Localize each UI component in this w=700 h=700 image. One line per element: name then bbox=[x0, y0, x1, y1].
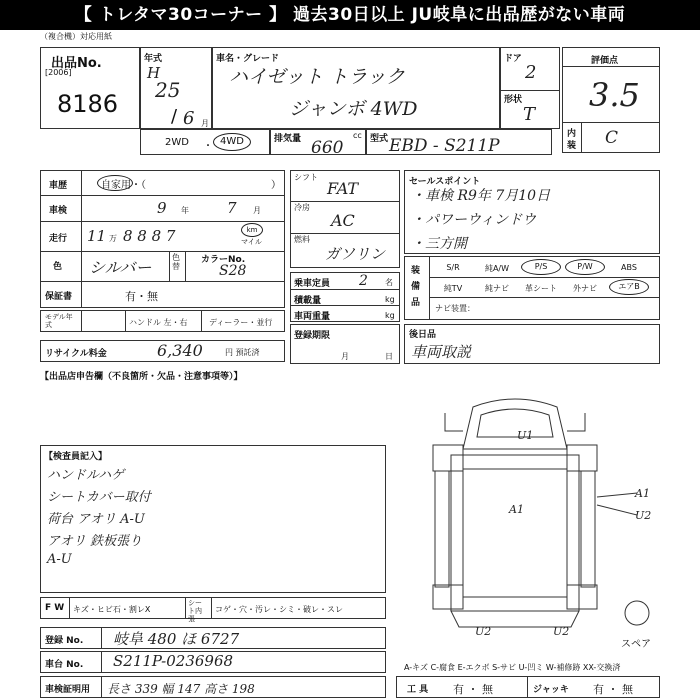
tools-row bbox=[396, 676, 660, 698]
cc-unit: cc bbox=[353, 131, 362, 140]
cooler-value: AC bbox=[331, 211, 355, 230]
period-month: 月 bbox=[341, 352, 349, 361]
mileage-km: km bbox=[241, 223, 263, 237]
fw-items: キズ・ヒビ石・割レX bbox=[73, 605, 151, 614]
model-value: EBD - S211P bbox=[389, 136, 500, 156]
tools-value: 有 ・ 無 bbox=[453, 683, 493, 696]
inspection-month-unit: 月 bbox=[253, 206, 261, 215]
car-name-box bbox=[212, 47, 500, 129]
model-year-row bbox=[40, 310, 285, 332]
spare-label: スペア bbox=[621, 639, 651, 650]
lot-label: 出品No. bbox=[51, 56, 102, 71]
grade: ジャンボ 4WD bbox=[289, 98, 418, 120]
color-label: 色 bbox=[53, 262, 63, 272]
cert-row bbox=[40, 676, 386, 698]
rear-right-fender bbox=[567, 585, 597, 609]
mirror-right-front bbox=[567, 413, 585, 431]
year-tag: [2006] bbox=[45, 68, 72, 77]
jack-value: 有 ・ 無 bbox=[593, 683, 633, 696]
model-year-label: モデル年式 bbox=[45, 313, 73, 329]
equip-sr: S/R bbox=[446, 263, 460, 272]
recycle-label: リサイクル料金 bbox=[45, 349, 107, 359]
dealer-options: ディーラー・並行 bbox=[209, 318, 273, 327]
cert-value: 長さ 339 幅 147 高さ 198 bbox=[107, 682, 255, 696]
month-unit: 月 bbox=[201, 119, 209, 128]
interior-value: C bbox=[605, 128, 619, 148]
chassis-value: S211P-0236968 bbox=[113, 652, 234, 670]
cargo-bed bbox=[451, 455, 579, 611]
inspector-line-2: シートカバー取付 bbox=[47, 490, 151, 505]
era: H bbox=[147, 64, 161, 82]
score-value: 3.5 bbox=[589, 76, 640, 114]
mileage-man-unit: 万 bbox=[109, 234, 117, 243]
mark-u2-rear-left: U2 bbox=[475, 625, 492, 638]
sales-points-label: セールスポイント bbox=[409, 177, 481, 187]
multi-note: （複合機）対応用紙 bbox=[40, 32, 112, 41]
equip-ext-navi: 外ナビ bbox=[573, 284, 597, 293]
capacity-box bbox=[290, 272, 400, 322]
inspector-line-1: ハンドルハゲ bbox=[47, 468, 125, 483]
equip-pw: P/W bbox=[565, 259, 605, 275]
equip-abs: ABS bbox=[621, 263, 637, 272]
drive-2wd: 2WD bbox=[165, 137, 189, 148]
chassis-label: 車台 No. bbox=[45, 660, 84, 670]
drive-4wd: 4WD bbox=[213, 133, 251, 151]
inspection-year: 9 bbox=[157, 199, 167, 217]
mirror-left-front bbox=[445, 413, 463, 431]
shift-value: FAT bbox=[327, 179, 359, 198]
car-name: ハイゼット トラック bbox=[229, 66, 405, 88]
details-table bbox=[40, 170, 285, 308]
cab-outline bbox=[463, 399, 567, 449]
year-value: 25 bbox=[155, 78, 181, 102]
color-code-label: カラーNo. bbox=[201, 255, 246, 265]
equip-leather: 革シート bbox=[525, 284, 557, 293]
spec-box bbox=[290, 170, 400, 268]
inspection-month: 7 bbox=[227, 199, 237, 217]
inspection-year-unit: 年 bbox=[181, 206, 189, 215]
jack-label: ジャッキ bbox=[533, 685, 569, 695]
load-unit: kg bbox=[385, 295, 395, 304]
mark-a1-side: A1 bbox=[635, 487, 650, 500]
inspector-line-3: 荷台 アオリ A-U bbox=[47, 512, 145, 527]
month-value: 6 bbox=[183, 108, 195, 129]
mileage-digits: 8 8 8 7 bbox=[123, 227, 176, 245]
sales-point-1: ・車検 R9年 7月10日 bbox=[411, 188, 551, 204]
tools-label: 工 具 bbox=[407, 685, 429, 695]
mileage-label: 走行 bbox=[49, 234, 68, 244]
lot-number: 8186 bbox=[57, 90, 119, 118]
displacement-box bbox=[270, 129, 366, 158]
load-label: 積載量 bbox=[294, 296, 322, 306]
seat-items: コゲ・穴・汚レ・シミ・破レ・スレ bbox=[215, 605, 343, 614]
weight-unit: kg bbox=[385, 311, 395, 320]
capacity-unit: 名 bbox=[385, 278, 393, 287]
inspector-label: 【検査員記入】 bbox=[44, 452, 108, 462]
recycle-value: 6,340 bbox=[157, 341, 203, 360]
color-value: シルバー bbox=[89, 258, 152, 277]
period-day: 日 bbox=[385, 352, 393, 361]
model-box bbox=[366, 129, 552, 155]
period-label: 登録期限 bbox=[294, 331, 331, 341]
handle-options: ハンドル 左・右 bbox=[129, 318, 188, 327]
inspection-label: 車検 bbox=[49, 206, 68, 216]
history-close: ） bbox=[271, 180, 281, 191]
doors-value: 2 bbox=[525, 62, 537, 83]
cert-label: 車検証明用 bbox=[45, 685, 91, 695]
mark-a1-bed: A1 bbox=[509, 503, 524, 516]
rear-left-fender bbox=[433, 585, 463, 609]
doors-label: ドア bbox=[504, 54, 522, 64]
remarks-box bbox=[404, 324, 660, 364]
chassis-row bbox=[40, 651, 386, 673]
sales-points-box bbox=[404, 170, 660, 254]
equip-ps: P/S bbox=[521, 259, 561, 275]
history-options: 自家用・（ bbox=[101, 180, 146, 191]
windshield bbox=[477, 409, 553, 437]
sales-point-2: ・パワーウィンドウ bbox=[411, 212, 537, 228]
mileage-mile: マイル bbox=[241, 238, 262, 246]
shape-label: 形状 bbox=[504, 95, 523, 105]
equip-airbag: エアB bbox=[609, 279, 649, 295]
front-right-fender bbox=[567, 445, 597, 471]
equipment-box bbox=[404, 256, 660, 320]
capacity-label: 乗車定員 bbox=[294, 279, 331, 289]
fuel-label: 燃料 bbox=[294, 235, 310, 244]
mark-u1: U1 bbox=[517, 429, 534, 442]
shift-label: シフト bbox=[294, 173, 318, 182]
period-box bbox=[290, 324, 400, 364]
car-diagram bbox=[405, 385, 675, 655]
navi-label: ナビ装置： bbox=[435, 304, 475, 313]
seller-note: 【出品店申告欄（不良箇所・欠品・注意事項等）】 bbox=[40, 372, 243, 382]
equip-navi: 純ナビ bbox=[485, 284, 509, 293]
cargo-bed-inner bbox=[463, 469, 567, 597]
model-label: 型式 bbox=[370, 134, 389, 144]
right-gate bbox=[581, 471, 595, 587]
color-change: 色替 bbox=[172, 253, 180, 271]
remarks-value: 車両取説 bbox=[411, 343, 472, 361]
inspector-line-5: A-U bbox=[47, 552, 72, 567]
damage-legend: A-キズ C-腐食 E-エクボ S-サビ U-凹ミ W-補修跡 XX-交換済 bbox=[404, 663, 621, 672]
door-box bbox=[500, 47, 560, 129]
mark-u2-side: U2 bbox=[635, 509, 652, 522]
history-label: 車歴 bbox=[49, 181, 68, 191]
seat-label: シート内張 bbox=[188, 599, 202, 623]
warranty-value: 有・無 bbox=[125, 290, 158, 303]
recycle-row bbox=[40, 340, 285, 362]
header-banner: 【 トレタマ30コーナー 】 過去30日以上 JU岐阜に出品歴がない車両 bbox=[0, 0, 700, 30]
reg-value: 岐阜 480 ほ 6727 bbox=[113, 630, 240, 648]
mark-u2-rear-right: U2 bbox=[553, 625, 570, 638]
nenshiki-label: 年式 bbox=[144, 54, 163, 64]
reg-row bbox=[40, 627, 386, 649]
spare-tire bbox=[625, 601, 649, 625]
recycle-unit: 円 預託済 bbox=[225, 348, 260, 357]
equip-aw: 純A/W bbox=[484, 264, 510, 273]
reg-label: 登録 No. bbox=[45, 636, 84, 646]
weight-label: 車両重量 bbox=[294, 312, 331, 322]
fw-label: F W bbox=[45, 603, 65, 613]
score-label: 評価点 bbox=[591, 56, 619, 66]
fuel-value: ガソリン bbox=[325, 245, 386, 263]
interior-label2: 装 bbox=[567, 141, 577, 151]
warranty-label: 保証書 bbox=[45, 292, 73, 302]
remarks-label: 後日品 bbox=[409, 330, 437, 340]
drive-box: 2WD ・ 4WD bbox=[140, 129, 270, 155]
front-left-fender bbox=[433, 445, 463, 471]
capacity-value: 2 bbox=[359, 273, 368, 289]
inspector-box bbox=[40, 445, 386, 593]
cooler-label: 冷房 bbox=[294, 203, 310, 212]
equip-tv: 純TV bbox=[443, 284, 463, 293]
mileage-man: 11 bbox=[87, 227, 107, 245]
displacement-label: 排気量 bbox=[274, 134, 302, 144]
displacement-value: 660 bbox=[311, 138, 344, 158]
shape-value: T bbox=[523, 104, 536, 125]
inspector-line-4: アオリ 鉄板張り bbox=[47, 534, 143, 549]
lot-box bbox=[40, 47, 140, 129]
sales-point-3: ・三方開 bbox=[411, 236, 467, 252]
fw-row bbox=[40, 597, 386, 623]
equipment-label: 装備品 bbox=[411, 266, 421, 308]
interior-label: 内 bbox=[567, 129, 577, 139]
color-code: S28 bbox=[219, 263, 247, 279]
car-name-label: 車名・グレード bbox=[216, 54, 280, 64]
nenshiki-box: 年式 H 25 / 6 月 bbox=[140, 47, 212, 129]
left-gate bbox=[435, 471, 449, 587]
score-box bbox=[562, 47, 660, 153]
